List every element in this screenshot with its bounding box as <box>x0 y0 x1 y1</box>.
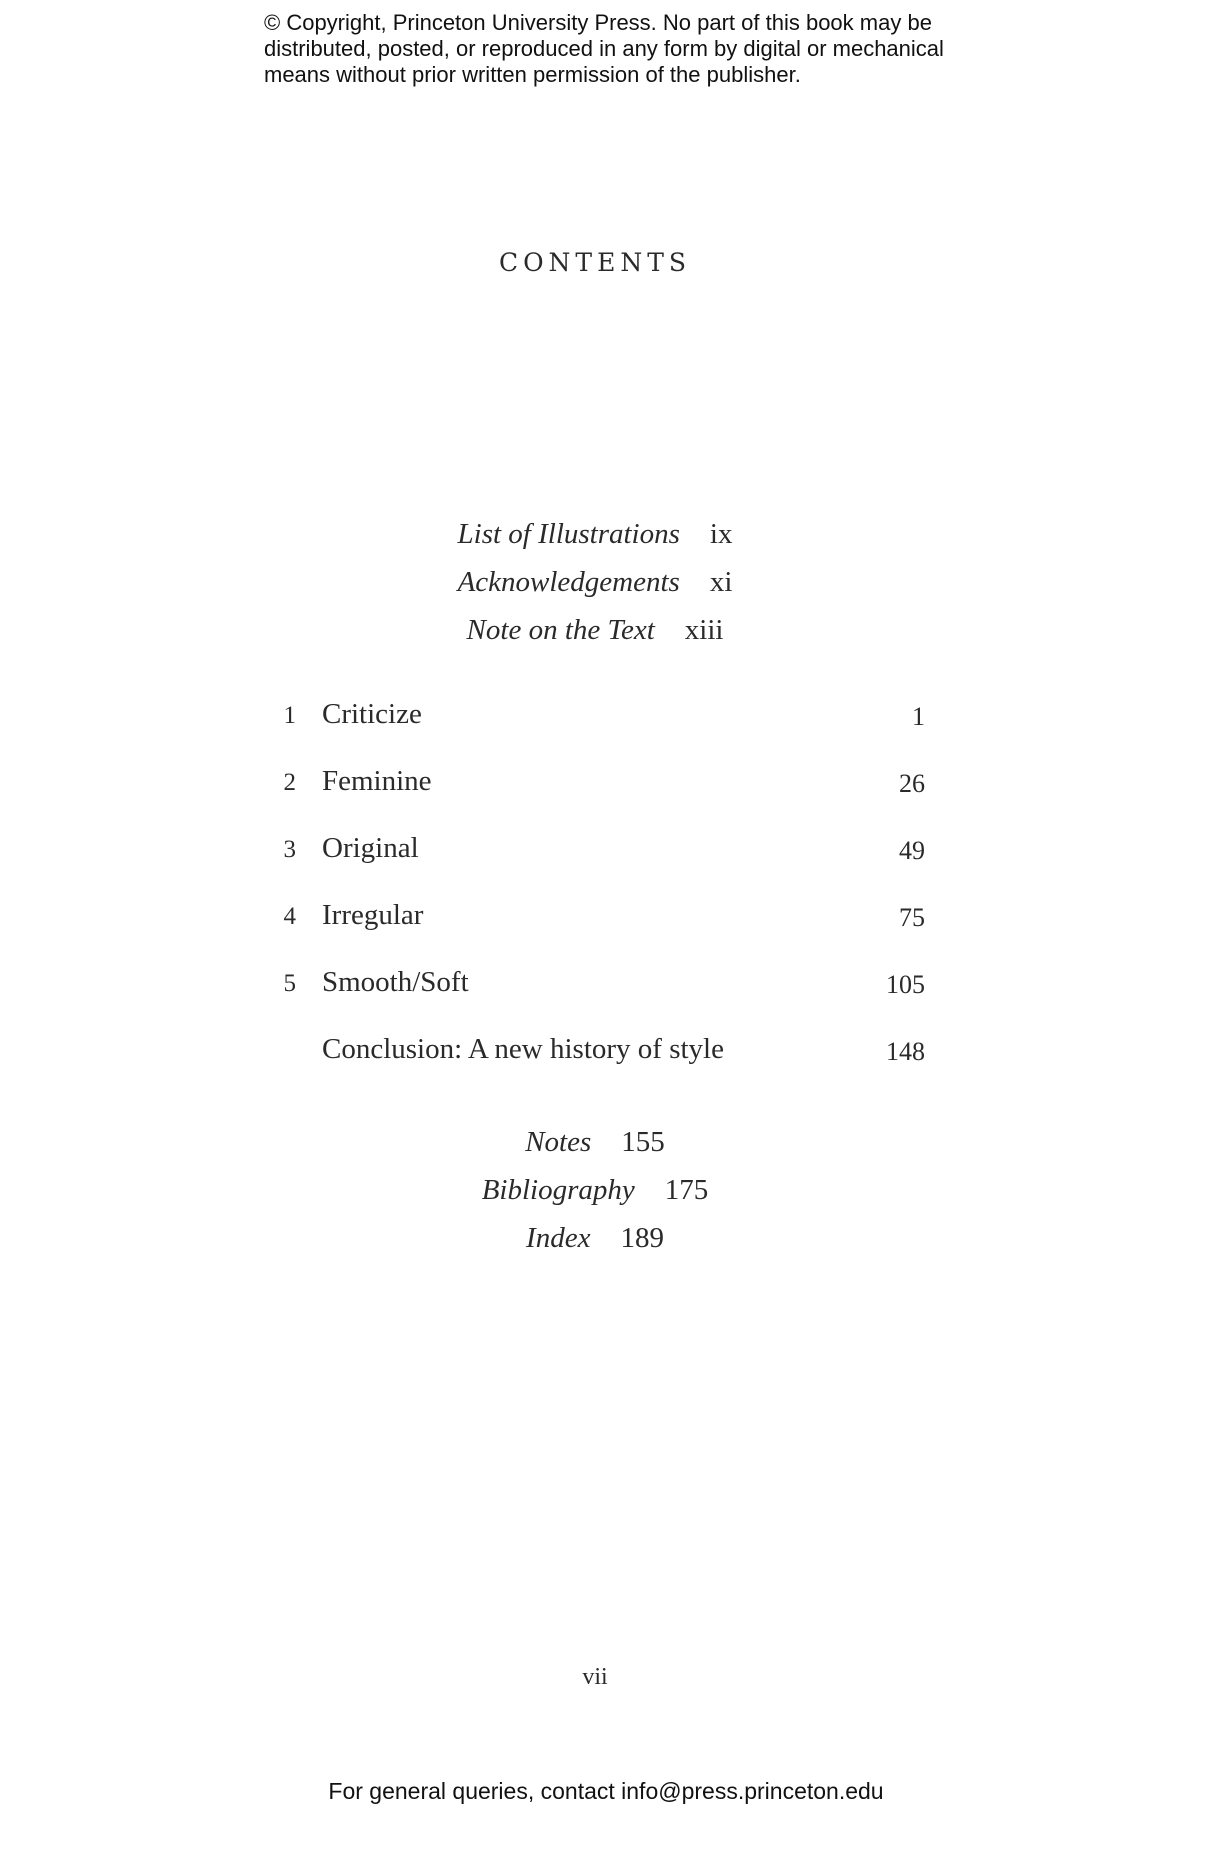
toc-chapter-4[interactable] <box>270 895 925 962</box>
page-number: vii <box>582 1664 608 1690</box>
chapter-title: Original <box>322 832 419 864</box>
toc-conclusion[interactable] <box>270 1029 925 1096</box>
chapter-page: 75 <box>899 903 925 932</box>
chapter-number: 2 <box>283 769 296 796</box>
chapter-title: Irregular <box>322 899 424 931</box>
toc-entry-title: Notes <box>525 1125 592 1158</box>
toc-entry-page: xiii <box>684 613 724 646</box>
toc-entry-page: 155 <box>621 1125 665 1158</box>
chapter-title: Smooth/Soft <box>322 966 469 998</box>
chapter-list <box>270 694 925 1096</box>
copyright-notice <box>264 10 964 88</box>
chapter-number: 5 <box>283 970 296 997</box>
chapter-title: Conclusion: A new history of style <box>322 1033 724 1065</box>
chapter-title: Feminine <box>322 765 432 797</box>
toc-entry-note-on-the-text[interactable] <box>0 606 1190 654</box>
toc-entry-index[interactable] <box>0 1214 1190 1262</box>
chapter-title: Criticize <box>322 698 422 730</box>
toc-entry-title: Index <box>526 1221 591 1254</box>
toc-entry-title: Acknowledgements <box>457 565 680 598</box>
footer-contact: For general queries, contact info@press.princeton.edu <box>328 1778 884 1804</box>
toc-entry-page: xi <box>709 565 733 598</box>
chapter-page: 148 <box>886 1037 925 1066</box>
toc-chapter-5[interactable] <box>270 962 925 1029</box>
toc-entry-page: 189 <box>620 1221 664 1254</box>
copyright-line: distributed, posted, or reproduced in any form by digital or mechanical <box>264 36 944 61</box>
toc-entry-title: List of Illustrations <box>457 517 680 550</box>
toc-entry-title: Note on the Text <box>466 613 655 646</box>
chapter-number: 1 <box>283 702 296 729</box>
toc-entry-acknowledgements[interactable] <box>0 558 1190 606</box>
chapter-number: 3 <box>283 836 296 863</box>
contents-heading: CONTENTS <box>498 248 692 277</box>
toc-entry-notes[interactable] <box>0 1118 1190 1166</box>
toc-entry-page: ix <box>709 517 733 550</box>
front-matter-list <box>0 510 1190 654</box>
toc-chapter-1[interactable] <box>270 694 925 761</box>
chapter-page: 105 <box>886 970 925 999</box>
toc-entry-title: Bibliography <box>481 1173 635 1206</box>
copyright-line: © Copyright, Princeton University Press. No part of this book may be <box>264 10 932 35</box>
toc-chapter-2[interactable] <box>270 761 925 828</box>
chapter-page: 1 <box>912 702 925 731</box>
chapter-page: 26 <box>899 769 925 798</box>
toc-entry-bibliography[interactable] <box>0 1166 1190 1214</box>
toc-entry-list-of-illustrations[interactable] <box>0 510 1190 558</box>
chapter-page: 49 <box>899 836 925 865</box>
copyright-line: means without prior written permission of the publisher. <box>264 62 801 87</box>
back-matter-list <box>0 1118 1190 1262</box>
chapter-number: 4 <box>283 903 296 930</box>
toc-chapter-3[interactable] <box>270 828 925 895</box>
toc-entry-page: 175 <box>664 1173 709 1206</box>
